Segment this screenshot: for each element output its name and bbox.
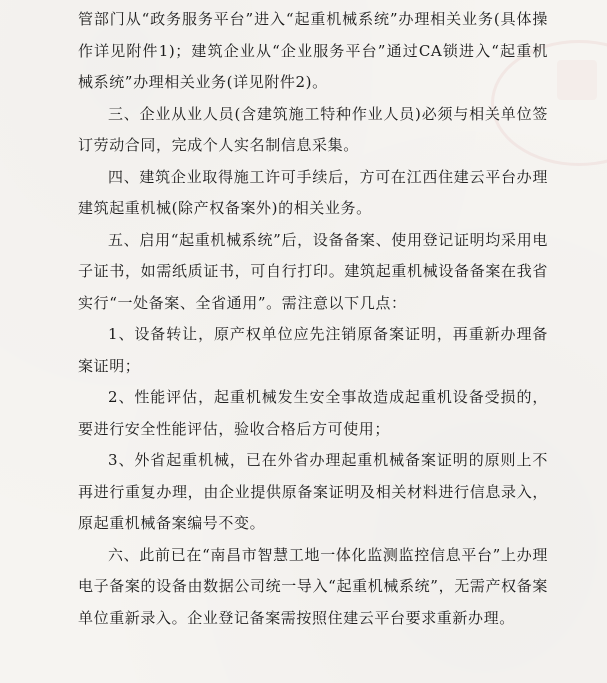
- paragraph-four: 四、建筑企业取得施工许可手续后，方可在江西住建云平台办理建筑起重机械(除产权备案外)的相关业务。: [78, 167, 548, 217]
- paragraph-continuation: 管部门从“政务服务平台”进入“起重机械系统”办理相关业务(具体操作详见附件1)；建筑企业从“企业服务平台”通过CA锁进入“起重机械系统”办理相关业务(详见附件2)。: [78, 10, 548, 91]
- paragraph-three: 三、企业从业人员(含建筑施工特种作业人员)必须与相关单位签订劳动合同，完成个人实名制信息采集。: [78, 104, 548, 154]
- paragraph-five-item-1: 1、设备转让，原产权单位应先注销原备案证明，再重新办理备案证明；: [78, 325, 548, 375]
- document-body: [78, 4, 548, 634]
- paragraph-five: 五、启用“起重机械系统”后，设备备案、使用登记证明均采用电子证书，如需纸质证书，可自行打印。建筑起重机械设备备案在我省实行“一处备案、全省通用”。需注意以下几点：: [78, 230, 548, 312]
- paragraph-five-item-3: 3、外省起重机械，已在外省办理起重机械备案证明的原则上不再进行重复办理，由企业提供原备案证明及相关材料进行信息录入，原起重机械备案编号不变。: [78, 451, 548, 532]
- paragraph-five-item-2: 2、性能评估，起重机械发生安全事故造成起重机设备受损的，要进行安全性能评估，验收合格后方可使用；: [78, 388, 548, 438]
- paragraph-six: 六、此前已在“南昌市智慧工地一体化监测监控信息平台”上办理电子备案的设备由数据公司统一导入“起重机械系统”，无需产权备案单位重新录入。企业登记备案需按照住建云平台要求重新办理。: [78, 545, 548, 627]
- stamp-bleed-mark: [557, 60, 597, 100]
